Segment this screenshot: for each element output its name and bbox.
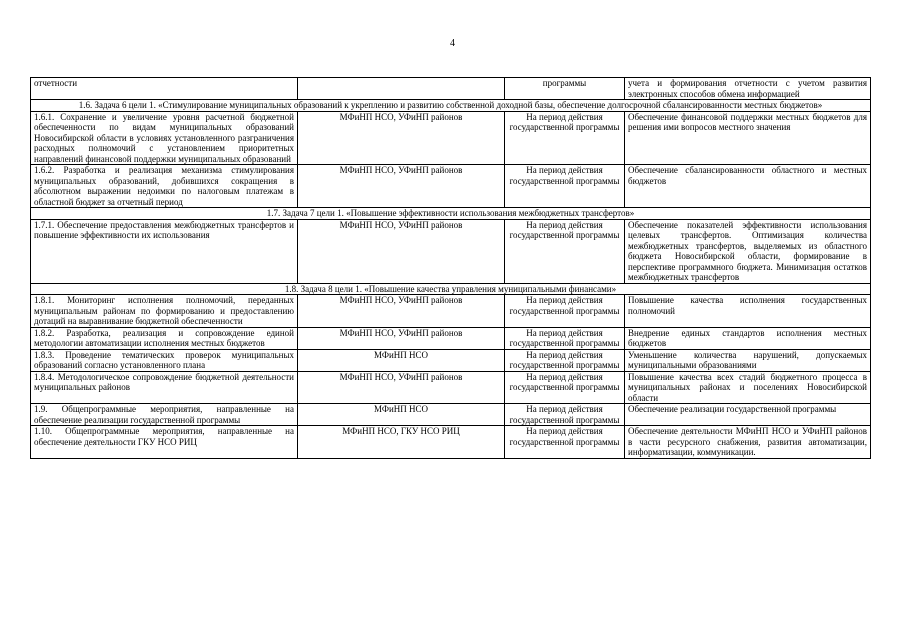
table-row [31,349,871,371]
executor-cell: МФиНП НСО, УФиНП районов [298,295,505,328]
section-heading: 1.7. Задача 7 цели 1. «Повышение эффективности использования межбюджетных трансфертов» [31,208,871,220]
result-cell: Обеспечение финансовой поддержки местных бюджетов для решения ими вопросов местного значения [625,111,871,165]
result-cell: Обеспечение сбалансированности областного и местных бюджетов [625,165,871,208]
period-cell: На период действия государственной программы [505,295,625,328]
table-row [31,295,871,328]
measure-cell: 1.8.4. Методологическое сопровождение бюджетной деятельности муниципальных районов [31,371,298,404]
table-row [31,371,871,404]
measure-cell: 1.8.2. Разработка, реализация и сопровождение единой методологии автоматизации исполнения местных бюджетов [31,327,298,349]
executor-cell: МФиНП НСО [298,349,505,371]
table-row [31,165,871,208]
measure-cell: отчетности [31,78,298,100]
measure-cell: 1.8.1. Мониторинг исполнения полномочий, переданных муниципальным районам по формированию и предоставлению дотаций на выравнивание бюджетной обеспеченности [31,295,298,328]
period-cell: На период действия государственной программы [505,327,625,349]
table-row [31,426,871,459]
executor-cell: МФиНП НСО, УФиНП районов [298,165,505,208]
section-heading: 1.6. Задача 6 цели 1. «Стимулирование муниципальных образований к укреплению и развитию собственной доходной базы, обеспечение долгосрочной сбалансированности местных бюджетов» [31,100,871,112]
period-cell: На период действия государственной программы [505,426,625,459]
section-row [31,100,871,112]
result-cell: Внедрение единых стандартов исполнения местных бюджетов [625,327,871,349]
result-cell: Обеспечение деятельности МФиНП НСО и УФиНП районов в части ресурсного снабжения, развития автоматизации, информатизации, коммуникации. [625,426,871,459]
result-cell: учета и формирования отчетности с учетом развития электронных способов обмена информацией [625,78,871,100]
result-cell: Повышение качества исполнения государственных полномочий [625,295,871,328]
period-cell: На период действия государственной программы [505,111,625,165]
measure-cell: 1.8.3. Проведение тематических проверок муниципальных образований согласно установленного плана [31,349,298,371]
table-row [31,78,871,100]
measure-cell: 1.9. Общепрограммные мероприятия, направленные на обеспечение реализации государственной программы [31,404,298,426]
period-cell: На период действия государственной программы [505,404,625,426]
executor-cell: МФиНП НСО, УФиНП районов [298,219,505,283]
executor-cell [298,78,505,100]
result-cell: Уменьшение количества нарушений, допускаемых муниципальными образованиями [625,349,871,371]
result-cell: Обеспечение показателей эффективности использования целевых трансфертов. Оптимизация количества межбюджетных трансфертов, выделяемых из областного бюджета Новосибирской области, формирование в перспективе программного бюджета. Минимизация остатков межбюджетных трансфертов [625,219,871,283]
table-row [31,404,871,426]
table-row [31,111,871,165]
measure-cell: 1.10. Общепрограммные мероприятия, направленные на обеспечение деятельности ГКУ НСО РИЦ [31,426,298,459]
measure-cell: 1.7.1. Обеспечение предоставления межбюджетных трансфертов и повышение эффективности их использования [31,219,298,283]
period-cell: На период действия государственной программы [505,219,625,283]
result-cell: Повышение качества всех стадий бюджетного процесса в муниципальных районах и поселениях Новосибирской области [625,371,871,404]
executor-cell: МФиНП НСО, УФиНП районов [298,111,505,165]
period-cell: На период действия государственной программы [505,165,625,208]
executor-cell: МФиНП НСО, ГКУ НСО РИЦ [298,426,505,459]
measures-table [30,77,871,459]
table-row [31,219,871,283]
result-cell: Обеспечение реализации государственной программы [625,404,871,426]
table-row [31,327,871,349]
executor-cell: МФиНП НСО, УФиНП районов [298,327,505,349]
executor-cell: МФиНП НСО, УФиНП районов [298,371,505,404]
section-row [31,283,871,295]
period-cell: На период действия государственной программы [505,371,625,404]
period-cell: На период действия государственной программы [505,349,625,371]
section-heading: 1.8. Задача 8 цели 1. «Повышение качества управления муниципальными финансами» [31,283,871,295]
executor-cell: МФиНП НСО [298,404,505,426]
measure-cell: 1.6.1. Сохранение и увеличение уровня расчетной бюджетной обеспеченности по видам муниципальных образований Новосибирской области в условиях установленного разграничения расходных полномочий с установлением приоритетных направлений финансовой поддержки муниципальных образований [31,111,298,165]
page-number: 4 [450,38,455,49]
period-cell: программы [505,78,625,100]
section-row [31,208,871,220]
measure-cell: 1.6.2. Разработка и реализация механизма стимулирования муниципальных образований, добившихся сокращения в абсолютном выражении недоимки по налоговым платежам в областной бюджет за отчетный период [31,165,298,208]
